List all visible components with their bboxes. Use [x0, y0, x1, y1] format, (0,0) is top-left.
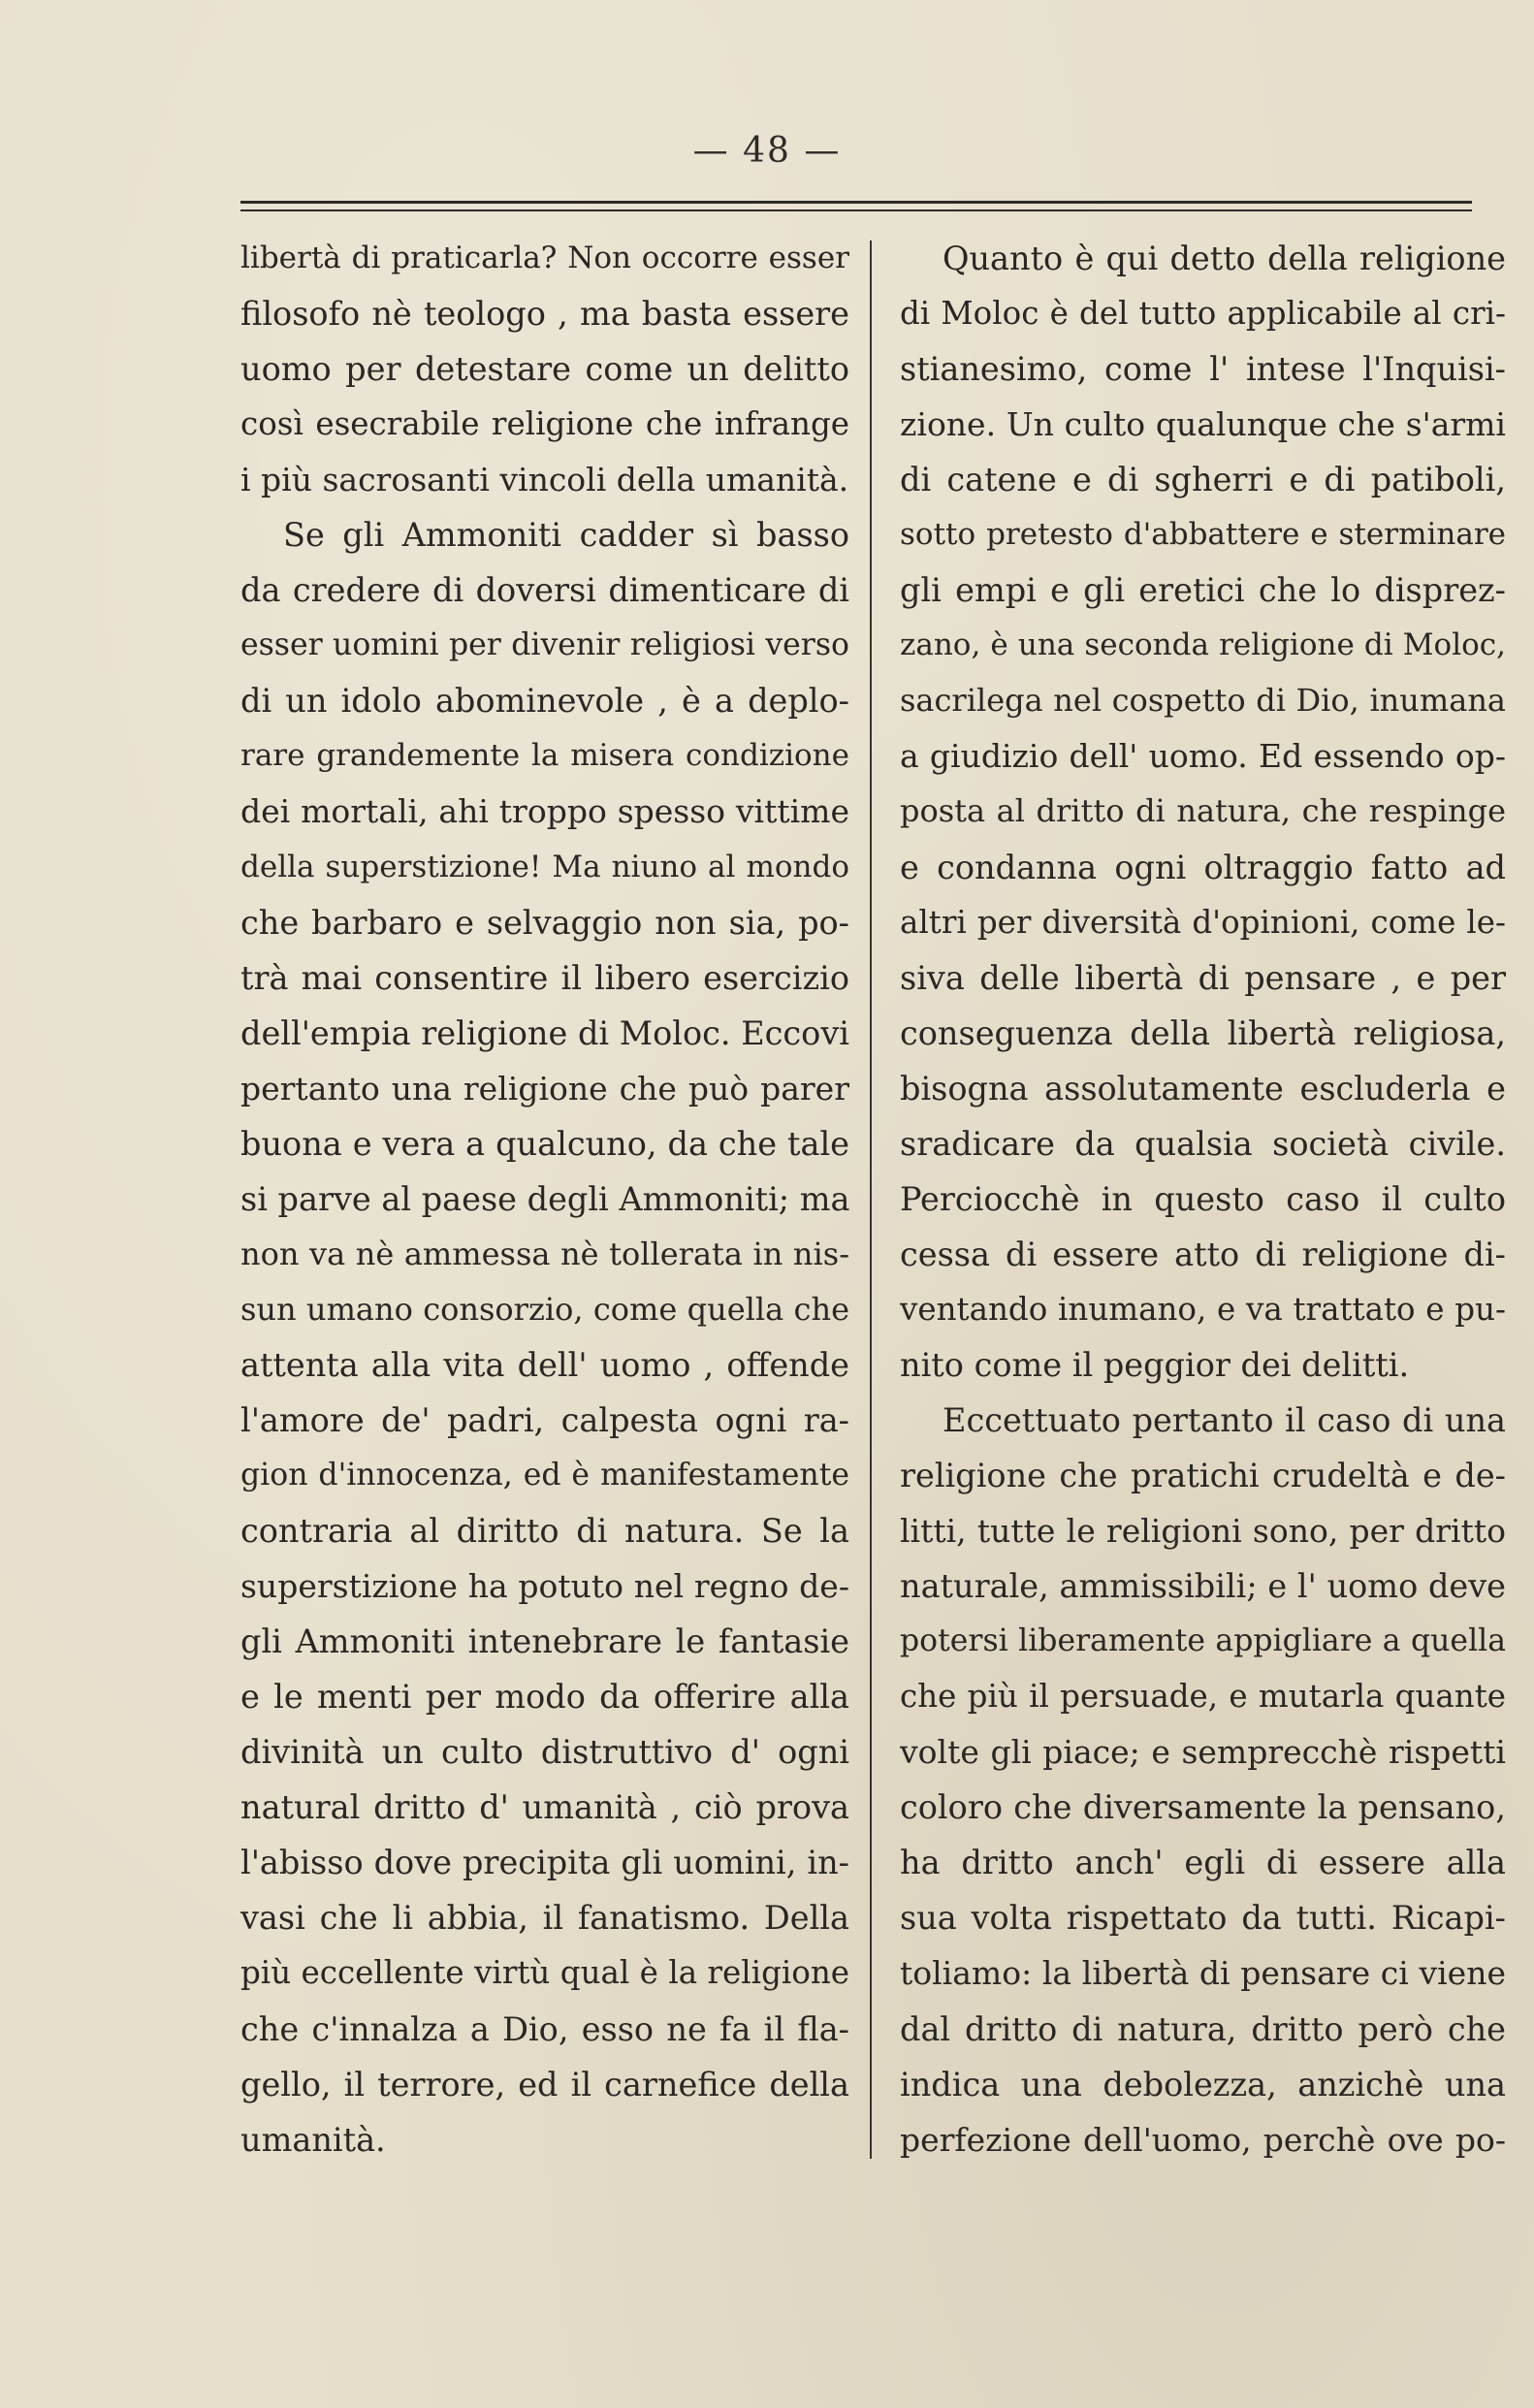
text-line: bisogna assolutamente escluderla e [900, 1069, 1506, 1108]
text-line: zano, è una seconda religione di Moloc, [900, 627, 1506, 663]
text-line: attenta alla vita dell' uomo , offende [240, 1345, 849, 1384]
text-line: divinità un culto distruttivo d' ogni [240, 1733, 849, 1772]
text-line: sacrilega nel cospetto di Dio, inumana [900, 682, 1506, 720]
text-line: rare grandemente la misera condizione [240, 738, 849, 774]
text-line: l'abisso dove precipita gli uomini, in- [240, 1844, 849, 1882]
text-line: potersi liberamente appigliare a quella [900, 1623, 1506, 1659]
text-line: vasi che li abbia, il fanatismo. Della [240, 1899, 849, 1938]
text-line: naturale, ammissibili; e l' uomo deve [900, 1567, 1506, 1606]
text-line: così esecrabile religione che infrange [240, 405, 849, 443]
text-line: i più sacrosanti vincoli della umanità. [240, 461, 849, 499]
text-line: ha dritto anch' egli di essere alla [900, 1844, 1506, 1882]
text-line: libertà di praticarla? Non occorre esser [240, 241, 849, 275]
text-line: gli Ammoniti intenebrare le fantasie [240, 1622, 849, 1661]
text-line: di Moloc è del tutto applicabile al cri- [900, 295, 1506, 333]
text-line: esser uomini per divenir religiosi verso [240, 627, 849, 663]
text-line: contraria al diritto di natura. Se la [240, 1512, 849, 1551]
text-line: e condanna ogni oltraggio fatto ad [900, 848, 1506, 886]
text-line: siva delle libertà di pensare , e per [900, 958, 1506, 997]
text-line: di un idolo abominevole , è a deplo- [240, 682, 849, 721]
text-line: nito come il peggior dei delitti. [900, 1345, 1410, 1384]
text-line: religione che pratichi crudeltà e de- [900, 1457, 1506, 1495]
text-line: che più il persuade, e mutarla quante [900, 1678, 1506, 1716]
text-line: Se gli Ammoniti cadder sì basso [283, 516, 849, 555]
text-line: sun umano consorzio, come quella che [240, 1290, 849, 1328]
text-line: perfezione dell'uomo, perchè ove po- [900, 2120, 1506, 2159]
text-line: dal dritto di natura, dritto però che [900, 2009, 1506, 2048]
text-line: sua volta rispettato da tutti. Ricapi- [900, 1899, 1506, 1938]
text-line: più eccellente virtù qual è la religione [240, 1954, 849, 1992]
text-line: superstizione ha potuto nel regno de- [240, 1567, 849, 1606]
header-rule-bottom [240, 209, 1472, 211]
text-line: buona e vera a qualcuno, da che tale [240, 1124, 849, 1163]
text-line: sotto pretesto d'abbattere e sterminare [900, 517, 1506, 553]
column-divider [870, 241, 872, 2159]
text-line: natural dritto d' umanità , ciò prova [240, 1788, 849, 1827]
text-line: e le menti per modo da offerire alla [240, 1678, 849, 1717]
text-line: dei mortali, ahi troppo spesso vittime [240, 792, 849, 831]
text-line: che barbaro e selvaggio non sia, po- [240, 903, 849, 942]
text-line: volte gli piace; e semprecchè rispetti [900, 1733, 1506, 1772]
text-line: della superstizione! Ma niuno al mondo [240, 849, 849, 884]
page-number: — 48 — [692, 131, 842, 171]
text-line: coloro che diversamente la pensano, [900, 1788, 1506, 1827]
text-line: gion d'innocenza, ed è manifestamente [240, 1458, 849, 1493]
text-line: trà mai consentire il libero esercizio [240, 958, 849, 997]
text-line: gello, il terrore, ed il carnefice della [240, 2065, 849, 2103]
text-line: pertanto una religione che può parer [240, 1069, 849, 1108]
text-line: altri per diversità d'opinioni, come le- [900, 903, 1506, 941]
text-line: Perciocchè in questo caso il culto [900, 1179, 1506, 1218]
text-line: indica una debolezza, anzichè una [900, 2065, 1506, 2103]
text-line: sradicare da qualsia società civile. [900, 1124, 1506, 1163]
text-line: Quanto è qui detto della religione [943, 240, 1506, 277]
text-line: l'amore de' padri, calpesta ogni ra- [240, 1400, 849, 1439]
text-line: litti, tutte le religioni sono, per dritto [900, 1512, 1506, 1551]
text-line: gli empi e gli eretici che lo disprez- [900, 571, 1506, 610]
text-line: da credere di doversi dimenticare di [240, 571, 849, 610]
text-line: che c'innalza a Dio, esso ne fa il fla- [240, 2009, 849, 2048]
right-column [900, 231, 1506, 2167]
text-line: ventando inumano, e va trattato e pu- [900, 1290, 1506, 1328]
text-line: Eccettuato pertanto il caso di una [943, 1400, 1506, 1439]
text-line: a giudizio dell' uomo. Ed essendo op- [900, 737, 1506, 776]
text-line: filosofo nè teologo , ma basta essere [240, 295, 849, 334]
text-line: stianesimo, come l' intese l'Inquisi- [900, 350, 1506, 389]
text-line: toliamo: la libertà di pensare ci viene [900, 1954, 1506, 1993]
text-line: di catene e di sgherri e di patiboli, [900, 461, 1506, 499]
text-line: dell'empia religione di Moloc. Eccovi [240, 1013, 849, 1052]
text-line: zione. Un culto qualunque che s'armi [900, 405, 1506, 444]
text-line: umanità. [240, 2120, 386, 2159]
text-line: non va nè ammessa nè tollerata in nis- [240, 1235, 849, 1272]
left-column [240, 231, 849, 2167]
text-line: uomo per detestare come un delitto [240, 350, 849, 389]
text-line: cessa di essere atto di religione di- [900, 1235, 1506, 1273]
text-line: si parve al paese degli Ammoniti; ma [240, 1179, 849, 1218]
header-rule-top [240, 201, 1472, 204]
text-line: posta al dritto di natura, che respinge [900, 792, 1506, 830]
text-line: conseguenza della libertà religiosa, [900, 1013, 1506, 1052]
